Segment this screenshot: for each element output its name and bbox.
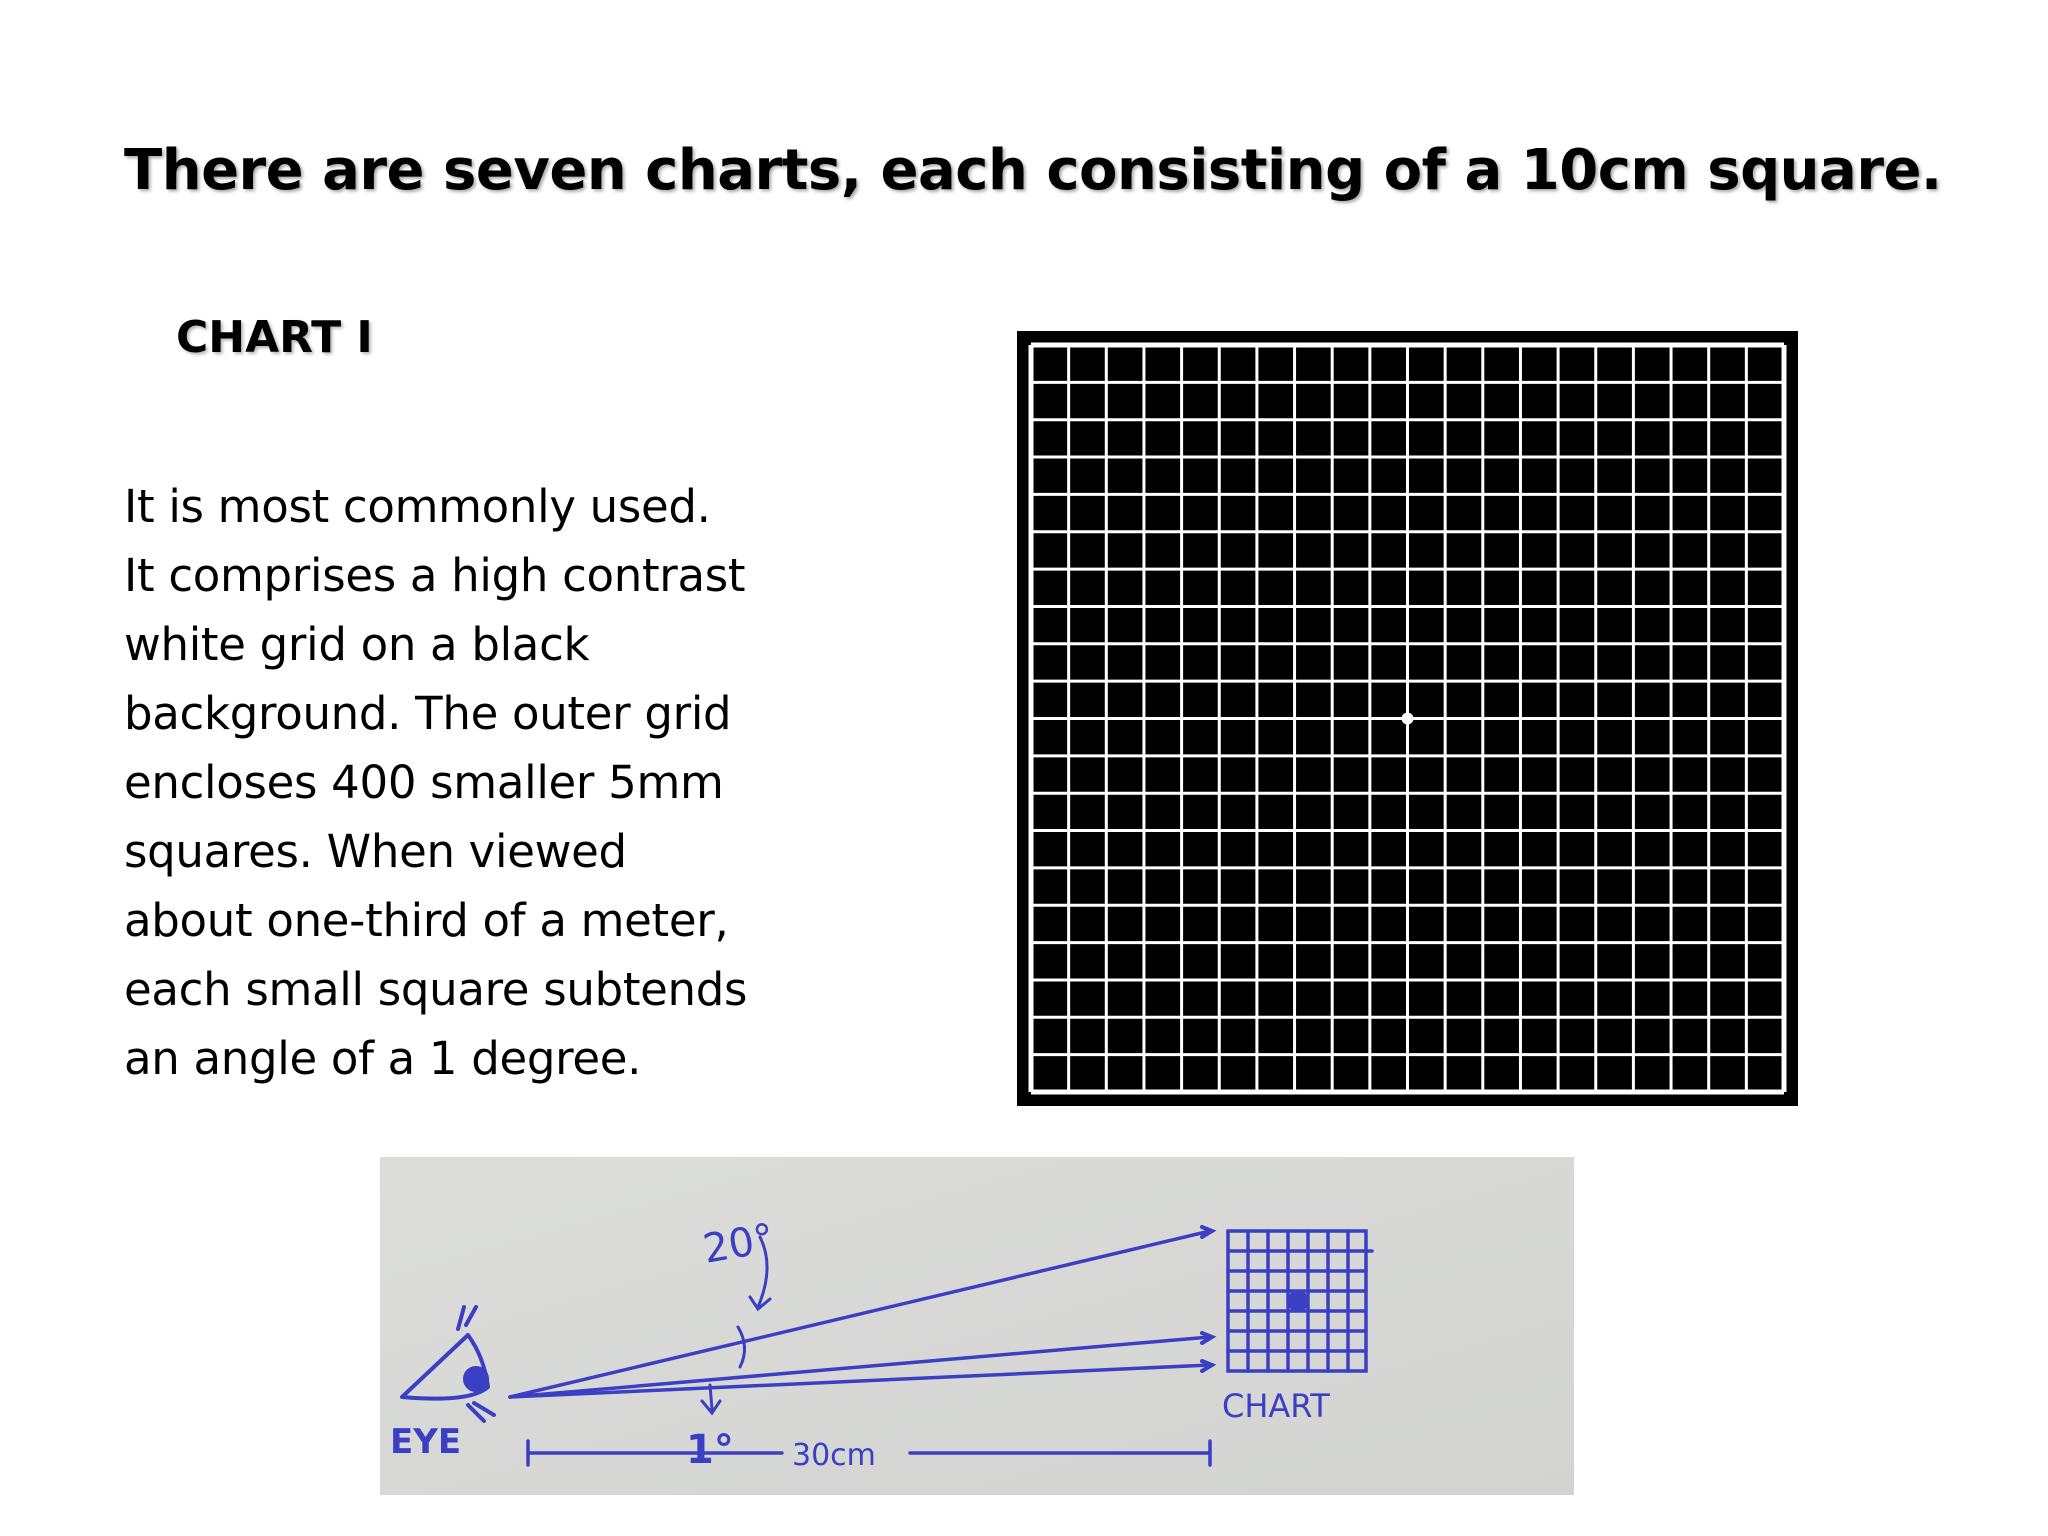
description-line: white grid on a black	[124, 618, 590, 671]
description-line: squares. When viewed	[124, 825, 627, 878]
description-line: each small square subtends	[124, 963, 748, 1016]
description-line: It is most commonly used.	[124, 480, 711, 533]
diagram-paper	[380, 1157, 1574, 1495]
description-line: encloses 400 smaller 5mm	[124, 756, 724, 809]
description-line: about one-third of a meter,	[124, 894, 729, 947]
angle-20-label: 20°	[699, 1215, 778, 1273]
chart-label-diagram: CHART	[1222, 1387, 1330, 1425]
angle-1-label: 1°	[686, 1427, 734, 1473]
viewing-distance-diagram	[380, 1157, 1574, 1495]
amsler-center-dot	[1402, 713, 1414, 725]
description-line: It comprises a high contrast	[124, 549, 746, 602]
chart-description	[124, 472, 844, 1093]
amsler-grid-image	[1017, 331, 1798, 1106]
eye-label: EYE	[390, 1422, 462, 1462]
description-line: background. The outer grid	[124, 687, 732, 740]
chart-label: CHART I	[176, 312, 373, 363]
description-line: an angle of a 1 degree.	[124, 1032, 642, 1085]
distance-label: 30cm	[792, 1438, 876, 1473]
slide-title: There are seven charts, each consisting of a 10cm square.	[124, 138, 1942, 203]
